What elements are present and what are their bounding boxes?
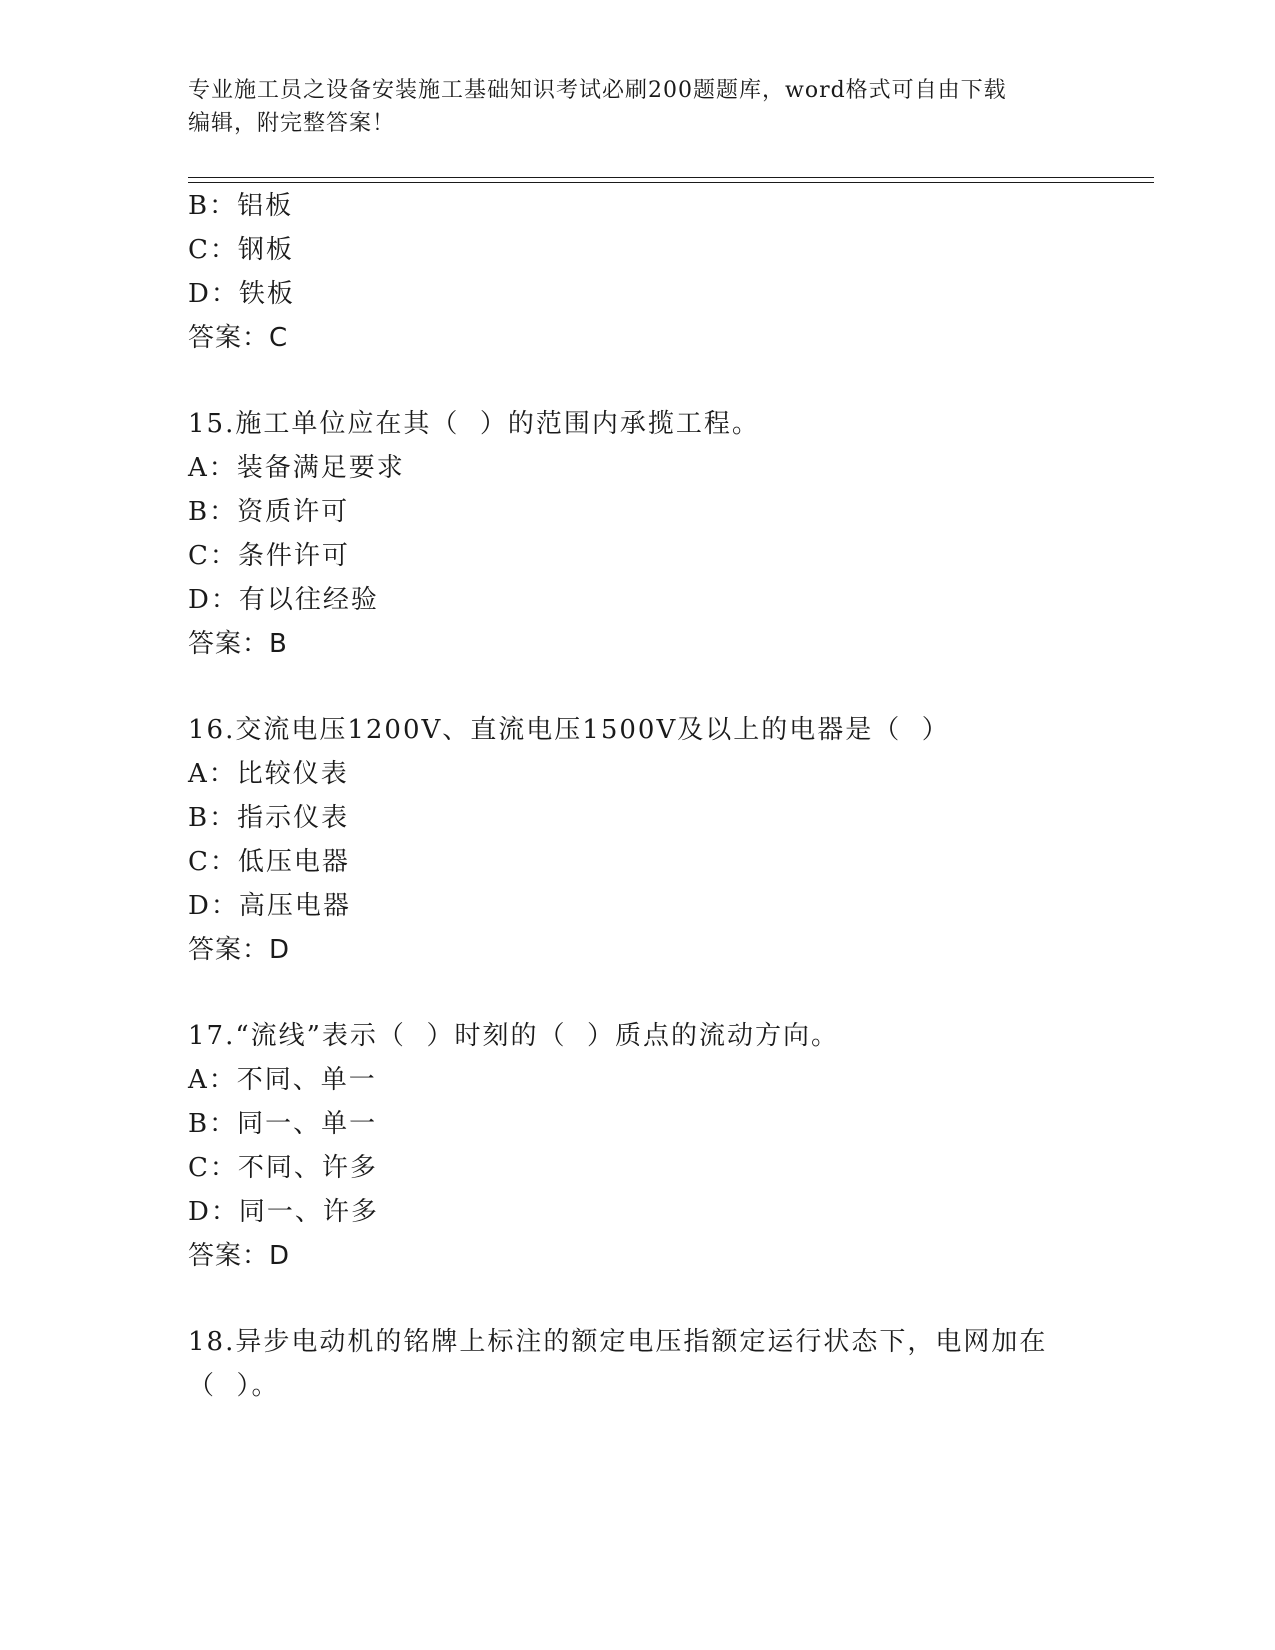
q17-option-d: D：同一、许多 — [188, 1197, 379, 1227]
q18-question-line-2: （ ）。 — [188, 1371, 280, 1401]
q14-option-d: D：铁板 — [188, 279, 295, 309]
header-line-2: 编辑，附完整答案！ — [188, 111, 396, 136]
header-line-1: 专业施工员之设备安装施工基础知识考试必刷200题题库，word格式可自由下载 — [188, 78, 1007, 103]
q17-answer: 答案：D — [188, 1241, 291, 1271]
q16-option-b: B：指示仪表 — [188, 803, 350, 833]
q17-question: 17.“流线”表示（ ）时刻的（ ）质点的流动方向。 — [188, 1021, 839, 1051]
header-divider-top — [188, 177, 1154, 178]
q16-option-a: A：比较仪表 — [188, 759, 349, 789]
q17-option-b: B：同一、单一 — [188, 1109, 378, 1139]
document-header — [188, 74, 1068, 140]
header-divider-bottom — [188, 182, 1154, 183]
q16-option-c: C：低压电器 — [188, 847, 350, 877]
q15-option-b: B：资质许可 — [188, 497, 350, 527]
q15-option-a: A：装备满足要求 — [188, 453, 405, 483]
q17-option-a: A：不同、单一 — [188, 1065, 377, 1095]
q16-answer: 答案：D — [188, 935, 291, 965]
q14-option-b: B：铝板 — [188, 191, 294, 221]
q15-option-c: C：条件许可 — [188, 541, 350, 571]
q14-option-c: C：钢板 — [188, 235, 294, 265]
q15-answer: 答案：B — [188, 629, 288, 659]
q14-answer: 答案：C — [188, 323, 289, 353]
q16-question: 16.交流电压1200V、直流电压1500V及以上的电器是（ ） — [188, 715, 950, 745]
q16-option-d: D：高压电器 — [188, 891, 351, 921]
q17-option-c: C：不同、许多 — [188, 1153, 378, 1183]
q15-option-d: D：有以往经验 — [188, 585, 379, 615]
q18-question-line-1: 18.异步电动机的铭牌上标注的额定电压指额定运行状态下，电网加在 — [188, 1327, 1048, 1357]
q15-question: 15.施工单位应在其（ ）的范围内承揽工程。 — [188, 409, 760, 439]
